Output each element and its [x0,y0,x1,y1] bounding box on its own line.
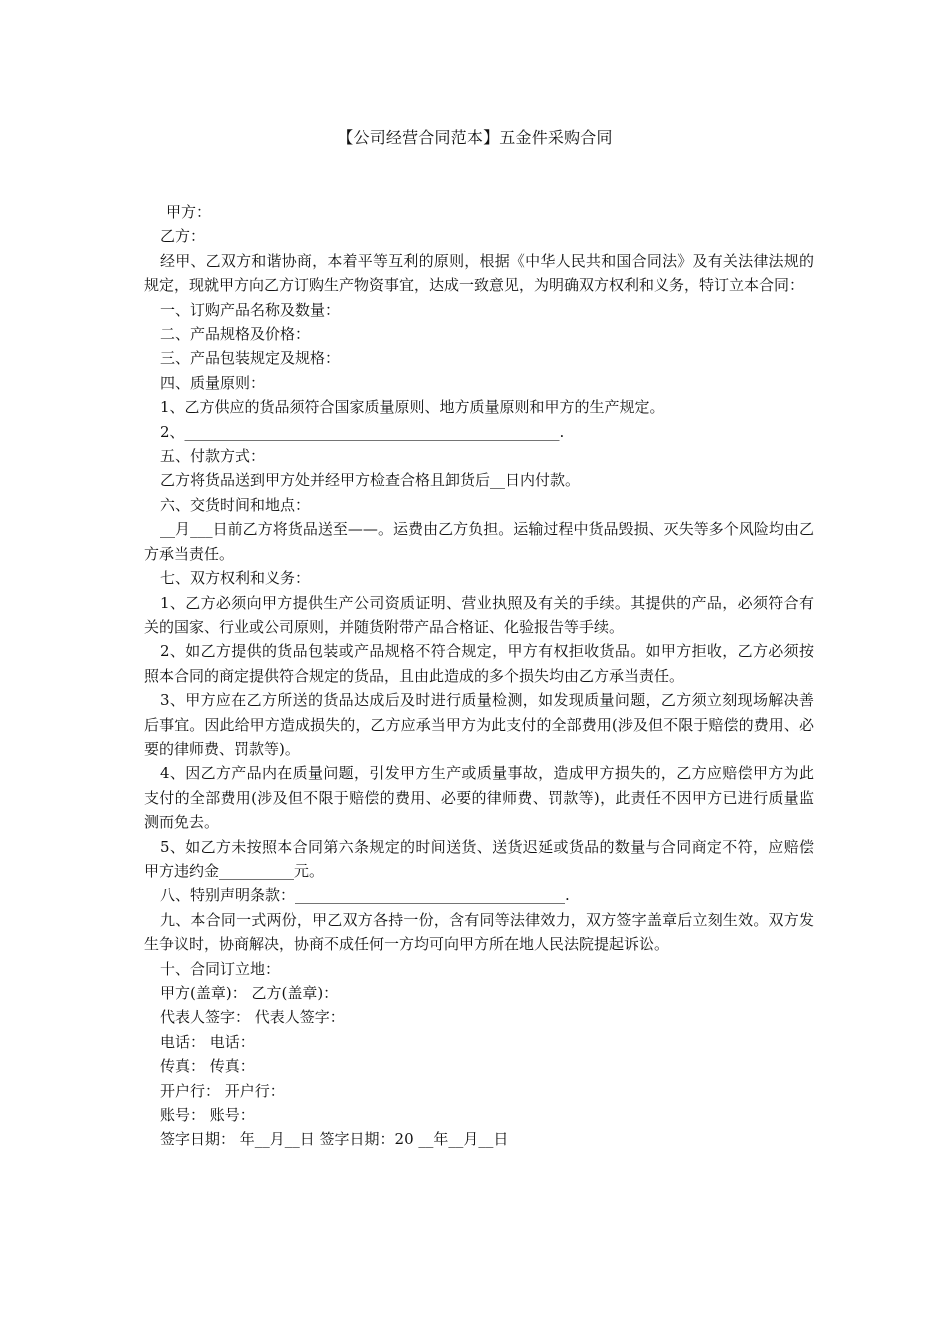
clause-6-text: __月___日前乙方将货品送至——。运费由乙方负担。运输过程中货品毁损、灭失等多个风险均由乙方承当责任。 [144,520,814,563]
clause-2-heading: 二、产品规格及价格： [160,325,311,344]
clause-7-item-5: 5、如乙方未按照本合同第六条规定的时间送货、送货迟延或货品的数量与合同商定不符，应赔偿甲方违约金__________元。 [144,837,814,880]
signature-representative-line: 代表人签字： 代表人签字： [160,1008,345,1027]
signature-fax-line: 传真： 传真： [160,1057,255,1076]
clause-5-text: 乙方将货品送到甲方处并经甲方检查合格且卸货后__日内付款。 [160,471,581,490]
clause-7-item-1: 1、乙方必须向甲方提供生产公司资质证明、营业执照及有关的手续。其提供的产品，必须符合有关的国家、行业或公司原则，并随货附带产品合格证、化验报告等手续。 [144,593,814,636]
clause-4-item-1: 1、乙方供应的货品须符合国家质量原则、地方质量原则和甲方的生产规定。 [160,398,665,417]
party-b-line: 乙方： [160,227,206,246]
clause-7-item-3: 3、甲方应在乙方所送的货品达成后及时进行质量检测，如发现质量问题，乙方须立刻现场解决善后事宜。因此给甲方造成损失的，乙方应承当甲方为此支付的全部费用(涉及但不限于赔偿的费用、必要的律师费、罚款等)。 [144,691,814,758]
preamble-paragraph: 经甲、乙双方和谐协商，本着平等互利的原则，根据《中华人民共和国合同法》及有关法律法规的规定，现就甲方向乙方订购生产物资事宜，达成一致意见，为明确双方权利和义务，特订立本合同： [144,251,814,295]
clause-9-text: 九、本合同一式两份，甲乙双方各持一份，含有同等法律效力，双方签字盖章后立刻生效。双方发生争议时，协商解决，协商不成任何一方均可向甲方所在地人民法院提起诉讼。 [144,910,814,954]
document-body [144,200,814,1152]
clause-3-heading: 三、产品包装规定及规格： [160,349,341,368]
clause-1-heading: 一、订购产品名称及数量： [160,300,341,319]
clause-10-heading: 十、合同订立地： [160,959,281,978]
signature-seal-line: 甲方(盖章)： 乙方(盖章)： [160,984,339,1002]
clause-6-heading: 六、交货时间和地点： [160,495,311,514]
clause-4-heading: 四、质量原则： [160,373,266,392]
clause-7-heading: 七、双方权利和义务： [160,569,311,588]
signature-bank-line: 开户行： 开户行： [160,1081,285,1100]
clause-5-heading: 五、付款方式： [160,447,266,466]
document-title: 【公司经营合同范本】五金件采购合同 [337,128,613,147]
clause-8-text: 八、特别声明条款：____________________________________. [160,886,570,905]
signature-date-line: 签字日期： 年__月__日 签字日期：20 __年__月__日 [160,1130,509,1149]
clause-4-item-2: 2、__________________________________________________. [160,422,565,441]
clause-7-item-4: 4、因乙方产品内在质量问题，引发甲方生产或质量事故，造成甲方损失的，乙方应赔偿甲方为此支付的全部费用(涉及但不限于赔偿的费用、必要的律师费、罚款等)，此责任不因甲方已进行质量监测而免去。 [144,764,814,832]
signature-phone-line: 电话： 电话： [160,1032,255,1051]
signature-account-line: 账号： 账号： [160,1106,255,1125]
clause-7-item-2: 2、如乙方提供的货品包装或产品规格不符合规定，甲方有权拒收货品。如甲方拒收，乙方必须按照本合同的商定提供符合规定的货品，且由此造成的多个损失均由乙方承当责任。 [144,642,814,685]
party-a-line: 甲方： [166,203,212,221]
